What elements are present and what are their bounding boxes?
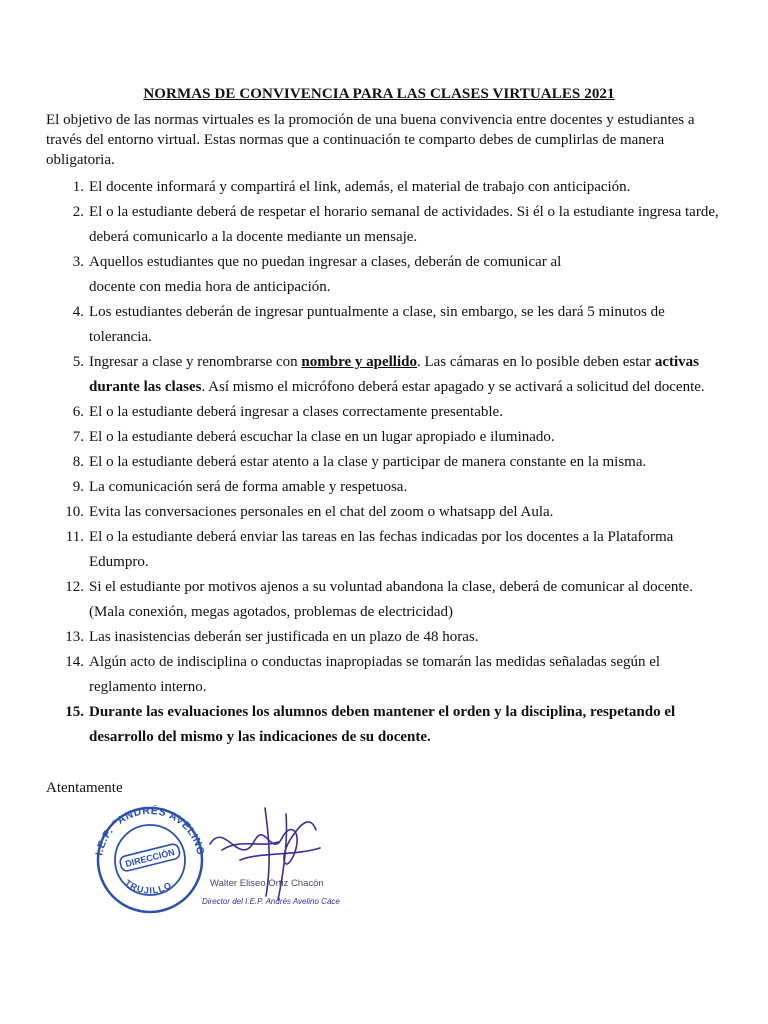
rule-number: 5.: [72, 354, 84, 370]
rule-number: 4.: [72, 304, 84, 320]
rule-text-part: . Las cámaras en lo posible deben estar: [416, 354, 655, 370]
intro-paragraph: El objetivo de las normas virtuales es la promoción de una buena convivencia entre docentes y estudiantes a través del entorno virtual. Estas normas que a continuación te comparto debes de cumplirlas de manera obligatoria.: [46, 112, 695, 168]
list-item: [46, 200, 726, 250]
stamp-and-signature: [90, 800, 340, 918]
rule-number: 15.: [65, 704, 84, 720]
svg-text:TRUJILLO: [123, 878, 174, 896]
rule-text-line-2: docente con media hora de anticipación.: [89, 279, 331, 295]
rule-text: El o la estudiante deberá estar atento a la clase y participar de manera constante en la misma.: [89, 454, 647, 470]
rule-text: Las inasistencias deberán ser justificada en un plazo de 48 horas.: [89, 629, 479, 645]
list-item: [46, 625, 726, 650]
list-item: [46, 525, 726, 575]
list-item: [46, 350, 726, 400]
stamp-seal: [90, 800, 207, 912]
closing-text: Atentamente: [46, 780, 123, 796]
rule-text: Evita las conversaciones personales en el chat del zoom o whatsapp del Aula.: [89, 504, 554, 520]
list-item: [46, 250, 726, 300]
rule-number: 10.: [65, 504, 84, 520]
rule-text: La comunicación será de forma amable y respetuosa.: [89, 479, 408, 495]
rule-number: 3.: [72, 254, 84, 270]
signer-role: Director del I.E.P. Andrés Avelino Cáceres: [202, 897, 340, 906]
rule-text-line-1: Aquellos estudiantes que no puedan ingresar a clases, deberán de comunicar al: [89, 254, 562, 270]
rule-text: El o la estudiante deberá ingresar a clases correctamente presentable.: [89, 404, 503, 420]
rule-text: Los estudiantes deberán de ingresar puntualmente a clase, sin embargo, se les dará 5 minutos de tolerancia.: [89, 304, 665, 345]
rule-text: Durante las evaluaciones los alumnos deben mantener el orden y la disciplina, respetando el desarrollo del mismo y las indicaciones de su docente.: [89, 704, 676, 745]
stamp-center-text: DIRECCIÓN: [124, 847, 176, 869]
rule-text: El docente informará y compartirá el link, además, el material de trabajo con anticipación.: [89, 179, 631, 195]
list-item: [46, 450, 726, 475]
rule-number: 9.: [72, 479, 84, 495]
list-item: [46, 400, 726, 425]
rules-list: [46, 175, 726, 750]
rule-emphasis-underlined: nombre y apellido: [301, 354, 417, 370]
rule-text: El o la estudiante deberá de respetar el horario semanal de actividades. Si él o la estudiante ingresa tarde, deberá comunicarlo a la docente mediante un mensaje.: [89, 204, 719, 245]
rule-number: 11.: [65, 529, 84, 545]
list-item: [46, 475, 726, 500]
stamp-bottom-text: TRUJILLO: [122, 877, 174, 896]
stamp-ring-text: I.E.P. "ANDRÉS AVELINO: [93, 804, 207, 857]
document-title: NORMAS DE CONVIVENCIA PARA LAS CLASES VIRTUALES 2021: [143, 86, 615, 102]
rule-text: El o la estudiante deberá escuchar la clase en un lugar apropiado e iluminado.: [89, 429, 555, 445]
rule-emphasis-bold: activas durante las clases: [89, 354, 699, 395]
list-item: [46, 300, 726, 350]
rule-number: 1.: [72, 179, 84, 195]
rule-text: Si el estudiante por motivos ajenos a su voluntad abandona la clase, deberá de comunicar al docente. (Mala conexión, megas agotados, problemas de electricidad): [89, 579, 693, 620]
stamp-and-signature-graphic: [90, 800, 340, 918]
list-item: [46, 425, 726, 450]
rule-text: El o la estudiante deberá enviar las tareas en las fechas indicadas por los docentes a la Plataforma Edumpro.: [89, 529, 674, 570]
rule-text-part: . Así mismo el micrófono deberá estar apagado y se activará a solicitud del docente.: [201, 379, 705, 395]
list-item: [46, 700, 726, 750]
list-item: [46, 575, 726, 625]
rule-number: 7.: [72, 429, 84, 445]
rule-number: 14.: [65, 654, 84, 670]
rule-number: 2.: [72, 204, 84, 220]
rule-text: Algún acto de indisciplina o conductas inapropiadas se tomarán las medidas señaladas según el reglamento interno.: [89, 654, 661, 695]
rule-number: 13.: [65, 629, 84, 645]
rule-number: 6.: [72, 404, 84, 420]
rule-text-part: Ingresar a clase y renombrarse con: [89, 354, 302, 370]
signer-name: Walter Eliseo Ortiz Chacón: [210, 878, 324, 889]
rule-number: 8.: [72, 454, 84, 470]
list-item: [46, 500, 726, 525]
rule-number: 12.: [65, 579, 84, 595]
list-item: [46, 650, 726, 700]
list-item: [46, 175, 726, 200]
